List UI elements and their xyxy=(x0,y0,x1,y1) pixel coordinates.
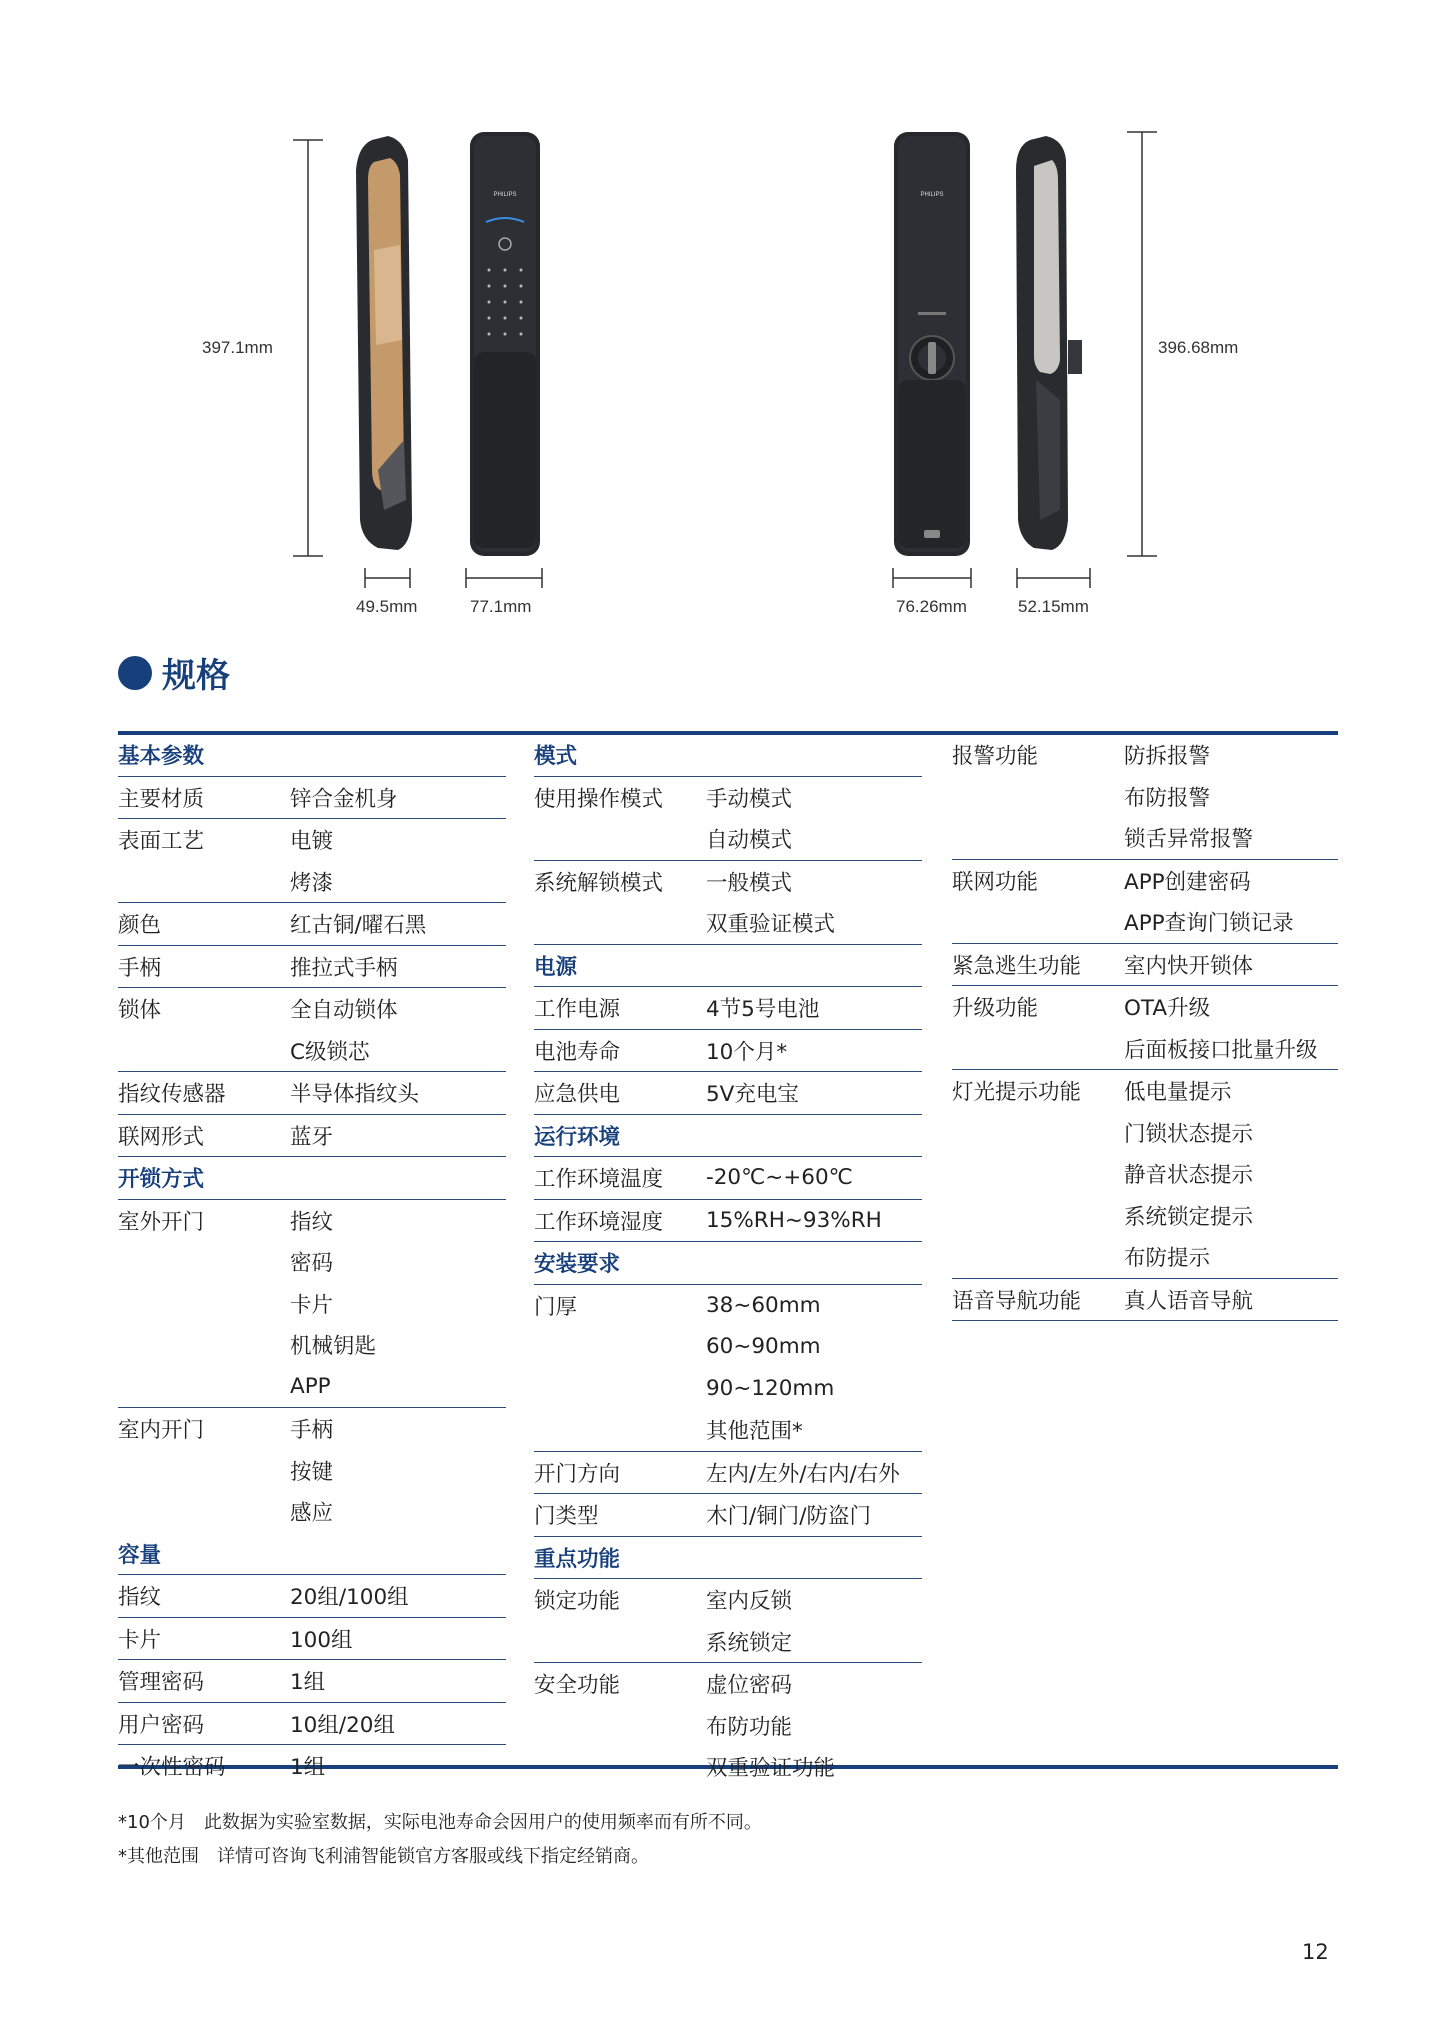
spec-value: 一般模式 xyxy=(706,870,793,896)
spec-value: 布防报警 xyxy=(1124,785,1211,811)
spec-value: 虚位密码 xyxy=(706,1673,793,1699)
spec-group-header xyxy=(534,1537,922,1580)
spec-row xyxy=(534,1030,922,1073)
spec-row xyxy=(118,1115,506,1158)
spec-row xyxy=(118,1618,506,1661)
spec-row xyxy=(534,1621,922,1664)
spec-key: 模式 xyxy=(534,744,578,770)
spec-value: APP创建密码 xyxy=(1124,869,1251,895)
spec-key: 运行环境 xyxy=(534,1124,621,1150)
spec-key: 表面工艺 xyxy=(118,829,205,855)
spec-row xyxy=(118,1660,506,1703)
spec-value: 系统锁定 xyxy=(706,1630,793,1656)
spec-key: 指纹 xyxy=(118,1585,162,1611)
spec-value: 10组/20组 xyxy=(290,1712,395,1738)
spec-group-header xyxy=(534,1115,922,1158)
spec-row xyxy=(534,1368,922,1410)
spec-row xyxy=(952,1153,1338,1195)
spec-key: 语音导航功能 xyxy=(952,1288,1082,1314)
spec-row xyxy=(534,1579,922,1621)
spec-key: 开锁方式 xyxy=(118,1167,205,1193)
spec-value: 全自动锁体 xyxy=(290,998,398,1024)
spec-value: 38~60mm xyxy=(706,1292,821,1318)
spec-value: APP查询门锁记录 xyxy=(1124,911,1294,937)
back-width-label: 76.26mm xyxy=(896,597,967,616)
spec-key: 系统解锁模式 xyxy=(534,870,664,896)
spec-row xyxy=(534,1705,922,1747)
spec-row xyxy=(534,1452,922,1495)
spec-value: 机械钥匙 xyxy=(290,1334,377,1360)
spec-key: 管理密码 xyxy=(118,1670,205,1696)
spec-column-2 xyxy=(534,734,922,1788)
front-width-label: 77.1mm xyxy=(470,597,532,616)
spec-row xyxy=(534,987,922,1030)
footnote-battery: *10个月 此数据为实验室数据，实际电池寿命会因用户的使用频率而有所不同。 xyxy=(118,1812,762,1833)
spec-row xyxy=(952,860,1338,902)
spec-column-1 xyxy=(118,734,506,1787)
spec-value: 60~90mm xyxy=(706,1334,821,1360)
spec-value: 指纹 xyxy=(290,1209,334,1235)
spec-row xyxy=(118,819,506,861)
spec-value: 布防提示 xyxy=(1124,1246,1211,1272)
spec-value: 门锁状态提示 xyxy=(1124,1121,1254,1147)
spec-row xyxy=(118,903,506,946)
spec-value: 5V充电宝 xyxy=(706,1082,799,1108)
section-heading xyxy=(118,648,230,697)
spec-value: -20℃~+60℃ xyxy=(706,1165,853,1191)
spec-row xyxy=(952,1112,1338,1154)
product-illustration xyxy=(0,0,1434,640)
spec-key: 升级功能 xyxy=(952,996,1039,1022)
spec-value: 90~120mm xyxy=(706,1375,835,1401)
height-dimension-left xyxy=(293,140,323,556)
spec-row xyxy=(118,1030,506,1073)
spec-value: 15%RH~93%RH xyxy=(706,1207,882,1233)
back-side-width-label: 52.15mm xyxy=(1018,597,1089,616)
spec-value: 密码 xyxy=(290,1251,334,1277)
spec-key: 室外开门 xyxy=(118,1209,205,1235)
spec-row xyxy=(118,1408,506,1450)
spec-key: 门类型 xyxy=(534,1504,599,1530)
spec-group-header xyxy=(534,1242,922,1285)
spec-key: 容量 xyxy=(118,1542,162,1568)
spec-value: 真人语音导航 xyxy=(1124,1288,1254,1314)
spec-row xyxy=(118,1575,506,1618)
spec-key: 安装要求 xyxy=(534,1252,621,1278)
spec-key: 电池寿命 xyxy=(534,1039,621,1065)
spec-row xyxy=(534,1663,922,1705)
spec-key: 工作环境温度 xyxy=(534,1167,664,1193)
spec-value: 布防功能 xyxy=(706,1714,793,1740)
spec-row xyxy=(118,1450,506,1492)
spec-column-3 xyxy=(952,734,1338,1321)
spec-row xyxy=(534,1200,922,1243)
front-lock-side-view xyxy=(356,136,412,550)
spec-value: 手柄 xyxy=(290,1418,334,1444)
spec-value: 1组 xyxy=(290,1755,326,1781)
back-brand-logo: PHILIPS xyxy=(920,192,944,198)
spec-key: 用户密码 xyxy=(118,1712,205,1738)
spec-key: 报警功能 xyxy=(952,744,1039,770)
spec-row xyxy=(534,1072,922,1115)
spec-row xyxy=(118,1324,506,1366)
spec-key: 卡片 xyxy=(118,1627,162,1653)
spec-row xyxy=(952,1279,1338,1322)
spec-key: 安全功能 xyxy=(534,1673,621,1699)
spec-value: 双重验证功能 xyxy=(706,1756,836,1782)
spec-row xyxy=(534,1285,922,1327)
spec-row xyxy=(952,986,1338,1028)
spec-value: 按键 xyxy=(290,1459,334,1485)
spec-key: 主要材质 xyxy=(118,786,205,812)
spec-key: 基本参数 xyxy=(118,744,205,770)
height-dimension-right xyxy=(1127,132,1157,556)
spec-group-header xyxy=(534,945,922,988)
spec-row xyxy=(118,777,506,820)
front-brand-logo: PHILIPS xyxy=(493,192,517,198)
section-title: 规格 xyxy=(162,656,230,696)
spec-value: 半导体指纹头 xyxy=(290,1082,420,1108)
spec-row xyxy=(534,1326,922,1368)
spec-value: 静音状态提示 xyxy=(1124,1163,1254,1189)
spec-value: 防拆报警 xyxy=(1124,744,1211,770)
spec-value: 1组 xyxy=(290,1670,326,1696)
spec-key: 指纹传感器 xyxy=(118,1082,226,1108)
spec-value: 左内/左外/右内/右外 xyxy=(706,1461,900,1487)
spec-row xyxy=(952,944,1338,987)
spec-key: 颜色 xyxy=(118,913,162,939)
spec-key: 手柄 xyxy=(118,955,162,981)
spec-value: 锁舌异常报警 xyxy=(1124,827,1254,853)
spec-group-header xyxy=(118,1533,506,1576)
spec-key: 紧急逃生功能 xyxy=(952,953,1082,979)
spec-row xyxy=(534,902,922,945)
spec-row xyxy=(534,818,922,861)
spec-value: 20组/100组 xyxy=(290,1585,409,1611)
spec-value: 推拉式手柄 xyxy=(290,955,398,981)
spec-key: 锁体 xyxy=(118,998,162,1024)
spec-row xyxy=(118,988,506,1030)
spec-row xyxy=(118,1366,506,1409)
spec-value: 蓝牙 xyxy=(290,1124,334,1150)
spec-value: 室内反锁 xyxy=(706,1589,793,1615)
spec-value: 系统锁定提示 xyxy=(1124,1204,1254,1230)
spec-row xyxy=(534,1494,922,1537)
spec-row xyxy=(118,946,506,989)
spec-row xyxy=(118,1241,506,1283)
spec-value: APP xyxy=(290,1373,331,1399)
spec-value: 10个月* xyxy=(706,1039,788,1065)
spec-key: 门厚 xyxy=(534,1294,578,1320)
spec-key: 锁定功能 xyxy=(534,1589,621,1615)
spec-key: 一次性密码 xyxy=(118,1755,226,1781)
spec-value: 烤漆 xyxy=(290,870,334,896)
spec-value: 电镀 xyxy=(290,829,334,855)
spec-value: C级锁芯 xyxy=(290,1039,370,1065)
spec-value: 其他范围* xyxy=(706,1419,803,1445)
spec-group-header xyxy=(534,734,922,777)
spec-row xyxy=(534,1157,922,1200)
spec-value: 木门/铜门/防盗门 xyxy=(706,1504,871,1530)
spec-row xyxy=(118,1072,506,1115)
spec-key: 联网形式 xyxy=(118,1124,205,1150)
spec-row xyxy=(118,1703,506,1746)
spec-key: 开门方向 xyxy=(534,1461,621,1487)
spec-value: 卡片 xyxy=(290,1292,334,1318)
spec-row xyxy=(952,817,1338,860)
front-height-label: 397.1mm xyxy=(202,338,273,357)
spec-key: 工作电源 xyxy=(534,997,621,1023)
page-number: 12 xyxy=(1302,1940,1329,1964)
spec-value: 手动模式 xyxy=(706,786,793,812)
bullet-icon xyxy=(118,656,152,690)
spec-key: 重点功能 xyxy=(534,1546,621,1572)
spec-value: 低电量提示 xyxy=(1124,1080,1232,1106)
spec-value: OTA升级 xyxy=(1124,996,1211,1022)
spec-row xyxy=(952,1195,1338,1237)
spec-key: 联网功能 xyxy=(952,869,1039,895)
spec-value: 自动模式 xyxy=(706,828,793,854)
spec-row xyxy=(118,1491,506,1533)
width-dimensions xyxy=(365,568,1090,588)
spec-row xyxy=(952,901,1338,944)
spec-row xyxy=(534,1409,922,1452)
spec-value: 感应 xyxy=(290,1501,334,1527)
spec-row xyxy=(534,1746,922,1788)
spec-value: 4节5号电池 xyxy=(706,997,820,1023)
spec-key: 灯光提示功能 xyxy=(952,1080,1082,1106)
spec-value: 后面板接口批量升级 xyxy=(1124,1037,1318,1063)
spec-row xyxy=(534,861,922,903)
footnote-range: *其他范围 详情可咨询飞利浦智能锁官方客服或线下指定经销商。 xyxy=(118,1846,649,1867)
spec-row xyxy=(118,1745,506,1787)
spec-row xyxy=(952,1236,1338,1279)
back-height-label: 396.68mm xyxy=(1158,338,1239,357)
spec-row xyxy=(952,734,1338,776)
spec-key: 室内开门 xyxy=(118,1418,205,1444)
spec-value: 红古铜/曜石黑 xyxy=(290,913,427,939)
spec-value: 室内快开锁体 xyxy=(1124,953,1254,979)
spec-group-header xyxy=(118,734,506,777)
back-lock-panel xyxy=(894,132,970,556)
spec-value: 双重验证模式 xyxy=(706,912,836,938)
spec-row xyxy=(952,1070,1338,1112)
back-lock-side-view xyxy=(1016,136,1082,550)
spec-row xyxy=(534,777,922,819)
spec-row xyxy=(952,776,1338,818)
spec-value: 锌合金机身 xyxy=(290,786,398,812)
spec-row xyxy=(952,1028,1338,1071)
spec-value: 100组 xyxy=(290,1627,353,1653)
spec-row xyxy=(118,861,506,904)
front-side-width-label: 49.5mm xyxy=(356,597,418,616)
spec-row xyxy=(118,1283,506,1325)
spec-row xyxy=(118,1200,506,1242)
spec-key: 使用操作模式 xyxy=(534,786,664,812)
spec-key: 电源 xyxy=(534,954,578,980)
spec-key: 应急供电 xyxy=(534,1082,621,1108)
spec-group-header xyxy=(118,1157,506,1200)
front-lock-panel xyxy=(470,132,540,556)
spec-key: 工作环境湿度 xyxy=(534,1209,664,1235)
